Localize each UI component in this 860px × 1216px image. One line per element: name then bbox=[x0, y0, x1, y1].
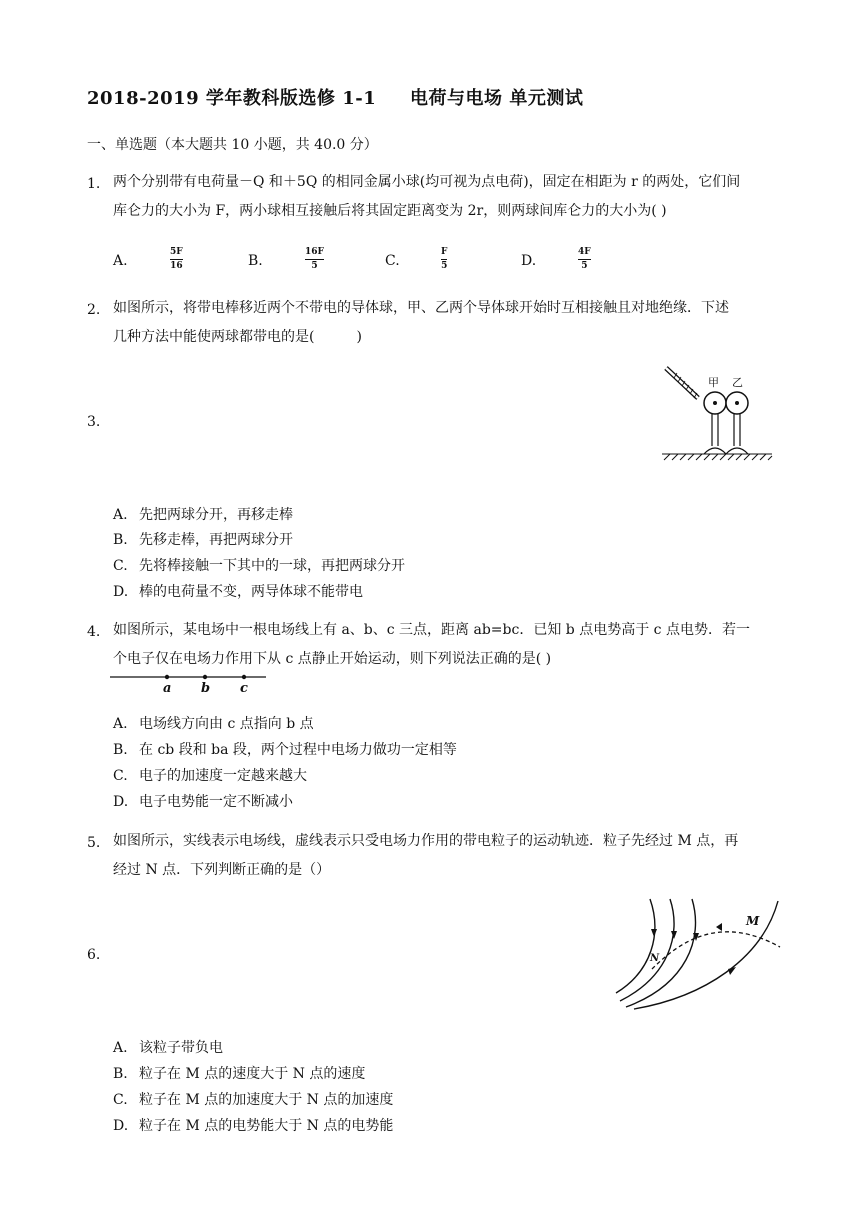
option-c[interactable] bbox=[113, 763, 307, 789]
question-number: 3. bbox=[87, 414, 101, 430]
option-d[interactable] bbox=[113, 789, 293, 815]
option-label: B. bbox=[113, 532, 128, 548]
option-label: C. bbox=[385, 253, 400, 269]
option-text: 电场线方向由 c 点指向 b 点 bbox=[139, 716, 314, 732]
label-n: N bbox=[650, 953, 660, 964]
question-number: 1. bbox=[87, 176, 101, 192]
label-c: c bbox=[240, 681, 248, 696]
denominator: 5 bbox=[581, 261, 588, 271]
option-label: C. bbox=[113, 768, 128, 784]
field-lines-trajectory-figure bbox=[612, 893, 784, 1011]
option-a-fraction bbox=[170, 247, 183, 272]
option-text: 电子的加速度一定越来越大 bbox=[139, 768, 307, 784]
option-text: 该粒子带负电 bbox=[139, 1040, 223, 1056]
option-label: D. bbox=[521, 253, 537, 269]
option-label: B. bbox=[248, 253, 263, 269]
option-b[interactable] bbox=[113, 527, 293, 553]
question-line: 经过 N 点．下列判断正确的是（） bbox=[113, 862, 331, 878]
option-d-fraction bbox=[578, 247, 591, 272]
option-a[interactable] bbox=[113, 502, 293, 528]
option-text: 先移走棒，再把两球分开 bbox=[139, 532, 293, 548]
option-text: 粒子在 M 点的速度大于 N 点的速度 bbox=[139, 1066, 366, 1082]
option-label: A. bbox=[113, 716, 128, 732]
option-c[interactable] bbox=[113, 1087, 393, 1113]
option-label: D. bbox=[113, 1118, 129, 1134]
option-b[interactable] bbox=[248, 248, 274, 274]
option-label: A. bbox=[113, 1040, 128, 1056]
question-number: 6. bbox=[87, 947, 101, 963]
question-line: 如图所示，实线表示电场线，虚线表示只受电场力作用的带电粒子的运动轨迹．粒子先经过 M 点，再 bbox=[113, 833, 739, 849]
question-line: 个电子仅在电场力作用下从 c 点静止开始运动，则下列说法正确的是( ) bbox=[113, 651, 552, 667]
option-a[interactable] bbox=[113, 711, 314, 737]
field-arrows bbox=[651, 929, 736, 975]
point-c bbox=[242, 675, 246, 679]
ground bbox=[662, 454, 772, 460]
label-b: b bbox=[201, 681, 211, 696]
sphere-label-jia: 甲 bbox=[708, 376, 719, 389]
question-line: 两个分别带有电荷量－Q 和＋5Q 的相同金属小球(均可视为点电荷)，固定在相距为 r 的两处，它们间 bbox=[113, 174, 741, 190]
question-5-text bbox=[113, 827, 768, 885]
trajectory-arrow bbox=[716, 923, 722, 931]
option-text: 先把两球分开，再移走棒 bbox=[139, 507, 293, 523]
option-c[interactable] bbox=[113, 553, 405, 579]
denominator: 5 bbox=[441, 261, 448, 271]
question-line: 如图所示，某电场中一根电场线上有 a、b、c 三点，距离 ab=bc．已知 b 点电势高于 c 点电势．若一 bbox=[113, 622, 750, 638]
sphere-label-yi: 乙 bbox=[732, 376, 743, 389]
option-text: 粒子在 M 点的电势能大于 N 点的电势能 bbox=[139, 1118, 394, 1134]
question-2-text bbox=[113, 294, 768, 352]
option-a[interactable] bbox=[113, 1035, 223, 1061]
option-label: B. bbox=[113, 1066, 128, 1082]
option-label: D. bbox=[113, 794, 129, 810]
option-c-fraction bbox=[441, 247, 447, 272]
question-number: 4. bbox=[87, 624, 101, 640]
option-label: B. bbox=[113, 742, 128, 758]
option-d[interactable] bbox=[521, 248, 547, 274]
option-label: C. bbox=[113, 1092, 128, 1108]
label-m: M bbox=[746, 914, 760, 928]
page-title: 2018-2019 学年教科版选修 1-1 电荷与电场 单元测试 bbox=[87, 88, 584, 109]
field-line-abc-figure bbox=[110, 670, 270, 696]
numerator: 5F bbox=[170, 247, 183, 257]
denominator: 5 bbox=[311, 261, 318, 271]
question-number: 5. bbox=[87, 835, 101, 851]
insulating-stands bbox=[704, 414, 748, 454]
question-line: 如图所示，将带电棒移近两个不带电的导体球，甲、乙两个导体球开始时互相接触且对地绝缘．下述 bbox=[113, 300, 729, 316]
option-text: 在 cb 段和 ba 段，两个过程中电场力做功一定相等 bbox=[139, 742, 457, 758]
conductor-spheres-figure bbox=[660, 362, 775, 464]
option-text: 棒的电荷量不变，两导体球不能带电 bbox=[139, 584, 363, 600]
question-number: 2. bbox=[87, 302, 101, 318]
option-b-fraction bbox=[305, 247, 324, 272]
sphere-yi bbox=[726, 392, 748, 414]
question-1-text bbox=[113, 168, 768, 226]
option-text: 粒子在 M 点的加速度大于 N 点的加速度 bbox=[139, 1092, 394, 1108]
point-a bbox=[165, 675, 169, 679]
option-b[interactable] bbox=[113, 1061, 365, 1087]
option-label: A. bbox=[113, 507, 128, 523]
question-line: 几种方法中能使两球都带电的是( ) bbox=[113, 329, 362, 345]
option-label: C. bbox=[113, 558, 128, 574]
option-d[interactable] bbox=[113, 1113, 393, 1139]
label-a: a bbox=[163, 681, 172, 696]
denominator: 16 bbox=[170, 261, 183, 271]
option-text: 电子电势能一定不断减小 bbox=[139, 794, 293, 810]
option-b[interactable] bbox=[113, 737, 457, 763]
question-4-text bbox=[113, 616, 768, 674]
numerator: 16F bbox=[305, 247, 324, 257]
option-label: A. bbox=[113, 253, 128, 269]
option-a[interactable] bbox=[113, 248, 139, 274]
section-heading: 一、单选题（本大题共 10 小题，共 40.0 分） bbox=[87, 137, 378, 153]
charged-rod bbox=[666, 368, 698, 398]
option-c[interactable] bbox=[385, 248, 411, 274]
option-label: D. bbox=[113, 584, 129, 600]
point-b bbox=[203, 675, 207, 679]
option-d[interactable] bbox=[113, 579, 363, 605]
numerator: 4F bbox=[578, 247, 591, 257]
question-line: 库仑力的大小为 F，两小球相互接触后将其固定距离变为 2r，则两球间库仑力的大小为( ) bbox=[113, 203, 667, 219]
option-text: 先将棒接触一下其中的一球，再把两球分开 bbox=[139, 558, 405, 574]
numerator: F bbox=[441, 247, 448, 257]
sphere-jia bbox=[704, 392, 726, 414]
